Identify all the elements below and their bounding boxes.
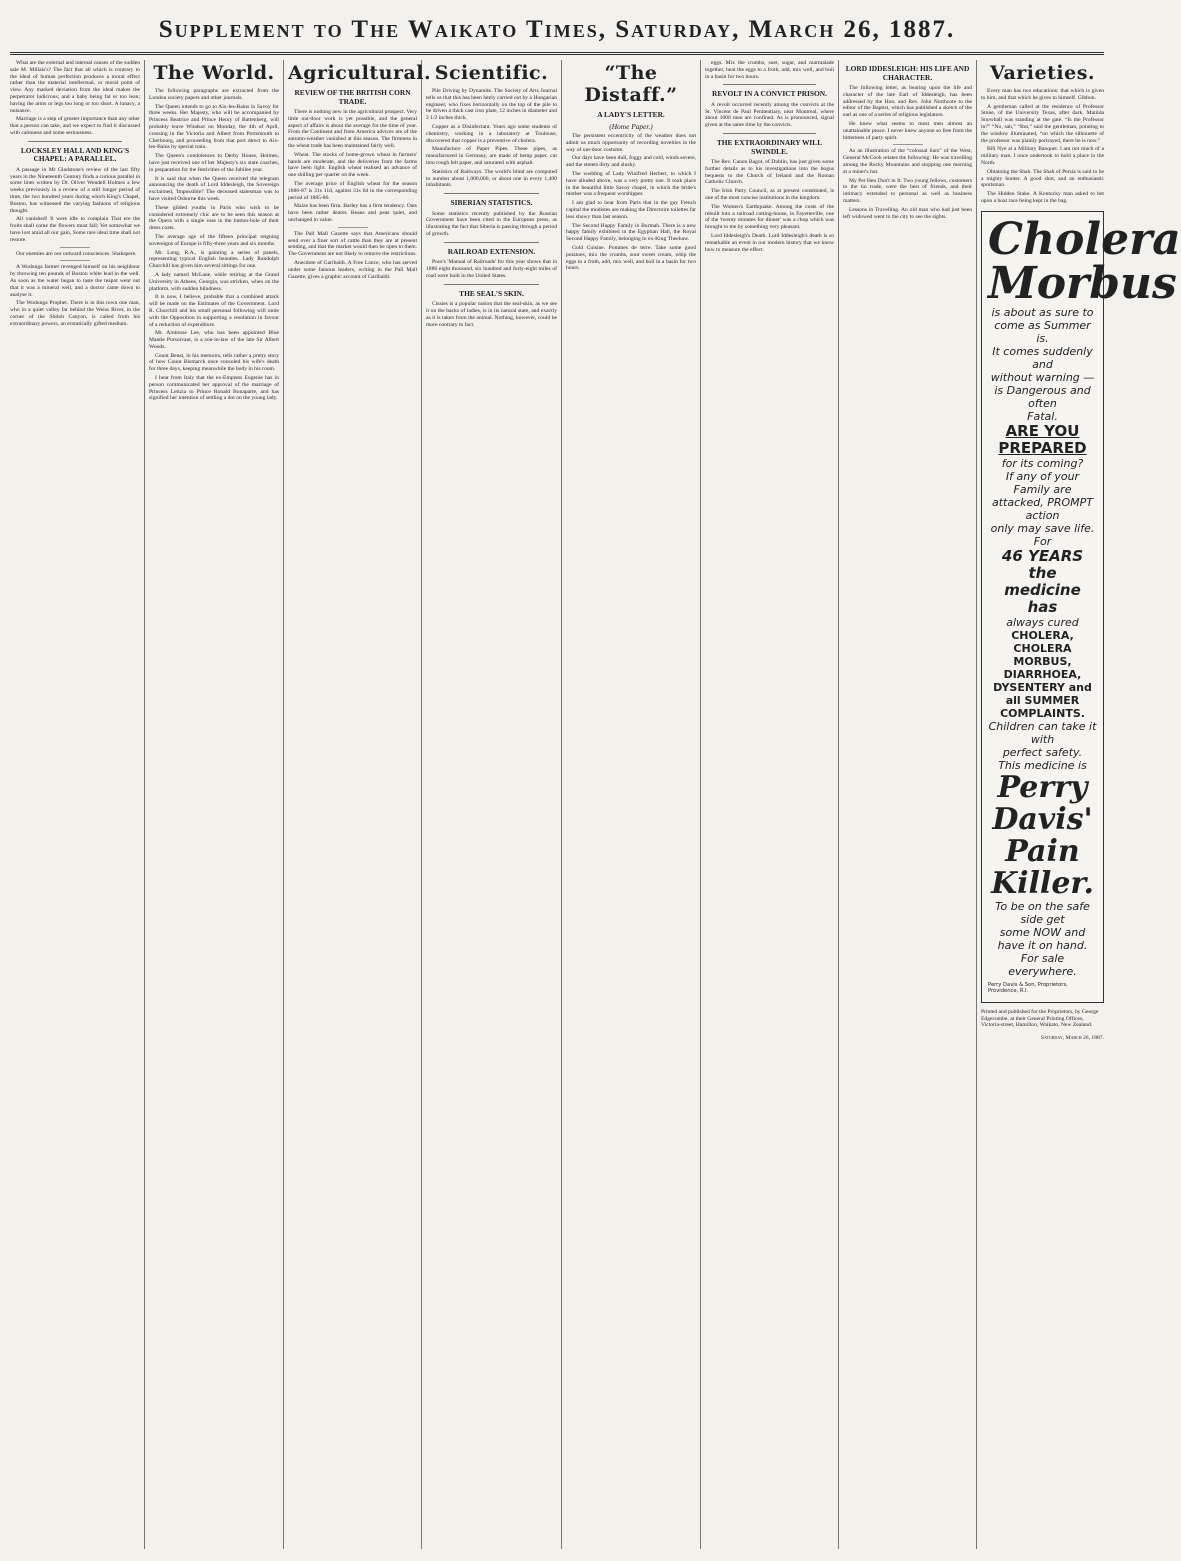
article-paragraph: The Rev. Canon Bagot, of Dublin, has just given some further details as to his investigations into the bogus bequests to the Church of Ireland and the Roman Catholic Church. <box>705 159 834 186</box>
ad-text: 46 YEARS the medicine has <box>1001 546 1084 616</box>
article-paragraph: eggs. Mix the crumbs, suet, sugar, and marmalade together, beat the eggs to a froth, add, mix well, and boil in a basin for two hours. <box>705 60 834 80</box>
article-paragraph: The Wodonga Prophet. There is in this town one man, who in a quiet valley far behind the Weiss River, in the corner of the Shiloh Canyon, is called from his extraordinary powers, an ecstatically gifted medium. <box>10 300 140 327</box>
article-paragraph: Pile Driving by Dynamite. The Society of Arts Journal tells us that this has been lately carried out by a Hungarian engineer, who fixes horizontally on the top of the pile to be driven a thick cast iron plate, 12 inches in diameter and 2 1/2 inches thick. <box>426 88 557 122</box>
ad-text: perfect safety. <box>1002 745 1083 759</box>
column-rule <box>144 60 145 1549</box>
ad-text: It comes suddenly and <box>992 344 1093 371</box>
column-rule <box>561 60 562 1549</box>
article-paragraph: A Wodonga farmer revenged himself on his neighbour by throwing ten pounds of Boston white lead in the well. As soon as the water began to taste the teapot went out that it was a mineral well, and a doctor came down to analyse it. <box>10 264 140 298</box>
article-paragraph: Bill Nye at a Military Banquet. I am not much of a military man. I once undertook to hold a place in the North. <box>981 146 1104 166</box>
masthead-title: Supplement to The Waikato Times, Saturday, March 26, 1887. <box>158 16 956 43</box>
section-heading-varieties: Varieties. <box>989 62 1096 84</box>
article-heading: RAILROAD EXTENSION. <box>447 246 536 256</box>
divider <box>444 242 539 243</box>
article-paragraph: As an illustration of the “colossal liars” of the West, General McCook relates the following: He was travelling among the Rocky Mountains and stopping one morning at a miner's hut. <box>843 148 972 175</box>
ad-text: CHOLERA, CHOLERA MORBUS, <box>1011 628 1074 668</box>
column-rule <box>700 60 701 1549</box>
ad-text: always cured <box>1006 615 1079 629</box>
pain-killer-advertisement <box>981 211 1181 1003</box>
article-heading: LORD IDDESLEIGH: HIS LIFE AND CHARACTER. <box>845 64 970 82</box>
article-heading: REVOLT IN A CONVICT PRISON. <box>712 89 827 99</box>
article-paragraph: Copper as a Disinfectant. Years ago some students of chemistry, working in a laboratory at Toulouse, discovered that copper is a preventive of cholera. <box>426 123 557 144</box>
article-heading: THE SEAL'S SKIN. <box>459 288 524 298</box>
masthead-rule <box>10 52 1104 55</box>
article-heading: LOCKSLEY HALL AND KING'S CHAPEL: A PARALLEL. <box>20 145 130 164</box>
ad-text: Children can take it with <box>988 719 1097 746</box>
article-paragraph: The Women's Earthquake. Among the costs of the rebuilt into a railroad cutting-house, in Fayetteville, one of the 'twenty minutes for dinner' was a chop which was brought to me by something very pleasant. <box>705 203 834 231</box>
article-heading: THE EXTRAORDINARY WILL SWINDLE. <box>716 138 823 156</box>
ad-text: attacked, PROMPT action <box>991 495 1094 522</box>
ad-text: Fatal. <box>1027 409 1058 423</box>
divider <box>60 260 90 261</box>
article-paragraph: The Hidden Stake. A Kentucky man asked to bet upon a boat race being kept in the bag. <box>981 191 1104 204</box>
article-paragraph: There is nothing new in the agricultural prospect. Very little out-door work is yet possible, and the general aspect of affairs is about the average for the time of year. From the Continent and from America advices are of the autumn-weather vanished at this season. The firmness in the wheat trade has been maintained fairly well. <box>288 109 417 149</box>
article-paragraph: The persistent eccentricity of the weather does not admit us much opportunity of recording novelties in the way of out-door costume. <box>566 133 696 153</box>
divider <box>723 133 816 134</box>
ad-text: without warning — <box>990 370 1095 384</box>
ad-headline: Cholera <box>988 213 1181 265</box>
article-paragraph: Lord Iddesleigh's Death. Lord Iddesleigh's death is so remarkable an event in our modern history that we know how to measure the effect. <box>705 233 834 253</box>
article-paragraph: I am glad to hear from Paris that in the gay French capital the modistes are making the Directoire toilettes far less showy than last season. <box>566 200 696 220</box>
article-paragraph: It is said that when the Queen received the telegram announcing the death of Lord Iddesleigh, the Sovereign exclaimed, 'Impossible!' The deceased statesman was to have visited Osborne this week. <box>149 175 279 202</box>
article-byline: (Home Paper.) <box>609 121 653 131</box>
ad-text: If any of your Family are <box>1005 469 1080 496</box>
column-rule <box>421 60 422 1549</box>
article-paragraph: Poor's 'Manual of Railroads' for this year shows that in 1886 eight thousand, six hundred and forty-eight miles of road were built in the United States. <box>426 259 557 279</box>
divider <box>444 284 539 285</box>
article-paragraph: Mr. Long, R.A., is painting a series of panels, representing typical English beauties. Lady Randolph Churchill has given him several sittings for one. <box>149 249 279 270</box>
article-paragraph: Count Beust, in his memoirs, tells rather a pretty story of how Count Bismarck once consoled his wife's death for three days, keeping meanwhile the body in his room. <box>149 352 279 373</box>
column-scientific <box>426 60 557 1549</box>
section-heading-scientific: Scientific. <box>434 62 549 84</box>
column-rule <box>838 60 839 1549</box>
ad-text: To be on the safe side get <box>995 899 1090 926</box>
column-6 <box>705 60 834 1549</box>
article-paragraph: He knew what seems to most men almost an unattainable peace. I never knew anyone so free from the bitterness of party spirit. <box>843 120 972 141</box>
article-paragraph: Wheat. The stocks of home-grown wheat in farmers' hands are moderate, and the deliveries from the farms have been light. English wheat realised an advance of one shilling per quarter on the week. <box>288 151 417 179</box>
article-paragraph: It is now, I believe, probable that a combined attack will be made on the Estimates of the Government. Lord R. Churchill and his small personal following will unite with the Opposition in supporting a resolution in favour of a reduction of expenditure. <box>149 294 279 328</box>
article-paragraph: All vanished! It were idle to complain That ere the fruits shall come the flowers must fall; Yet somewhat we have lost amid all our gain, Some rare ideal time shall not restore. <box>10 216 140 243</box>
article-paragraph: These gilded youths in Paris who wish to be considered extremely chic are to be seen this season at the Opera with a single rose in the button-hole of their dress coats. <box>149 204 279 232</box>
article-paragraph: Every man has two educations: that which is given to him, and that which he gives to himself. Gibbon. <box>981 88 1104 101</box>
article-paragraph: Obtaining the Shah. The Shah of Persia is said to be a mighty hunter. A good shot, and an enthusiastic sportsman. <box>981 168 1104 189</box>
article-paragraph: Manufacture of Paper Pipes. These pipes, as manufactured in Germany, are made of hemp paper, cut into rough felt paper, and saturated with asphalt. <box>426 146 557 166</box>
column-rule <box>976 60 977 1549</box>
ad-text: This medicine is <box>998 758 1087 772</box>
column-rule <box>283 60 284 1549</box>
ad-text: only may save life. For <box>990 521 1095 548</box>
section-heading-world: The World. <box>153 62 275 84</box>
article-paragraph: Our days have been dull, foggy and cold, winds severe, and the streets dirty and slushy. <box>566 155 696 169</box>
article-paragraph: A gentleman called at the residence of Professor Stone, of the University Texas, after dark. Matilda Snowball was standing at the gate. “Is the Professor in?” “No, sah,” “But,” said the gentleman, pointing to the window illuminated, “on which the silhouette of the professor was plainly portrayed, there he is now.” <box>981 103 1104 144</box>
article-paragraph: A lady named McLane, while retiring at the Grand University in Athens, Georgia, was stricken, when on the platform, with sudden blindness. <box>149 271 279 292</box>
ad-text: is about as sure to <box>991 305 1094 319</box>
article-paragraph: The Queen's condolences to Derby House, Holmes, have just received one of her Majesty's six state coaches, in preparation for the festivities of the Jubilee year. <box>149 153 279 173</box>
article-paragraph: Some statistics recently published by the Russian Government have been cited in the European press, as illustrating the fact that Siberia is passing through a period of growth. <box>426 210 557 238</box>
article-paragraph: The Irish Party Council, as at present constituted, is one of the most concise institutions in the kingdom. <box>705 188 834 202</box>
article-heading: REVIEW OF THE BRITISH CORN TRADE. <box>294 88 411 106</box>
article-paragraph: Anecdote of Garibaldi. A Free Lance, who has served under some famous leaders, writing in the Pall Mall Gazette, gives a graphic account of Garibaldi. <box>288 259 417 280</box>
ad-text: For sale everywhere. <box>1008 951 1077 978</box>
article-paragraph: Our enemies are our outward consciences. Shakspere. <box>16 250 137 257</box>
article-paragraph: What are the external and internal causes of the sudden sale M. Millais's? The fact that all which is contrary to the ideal of human perfection produces a moral effect rather than the material intellectual, or moral point of view. Any marked deviation from the ideal makes the perpetrator ludicrous; and a baby being fat or too lean; having the arms or legs too long or too short. A lunacy, a nuisance. <box>10 60 140 114</box>
ad-question: ARE YOU PREPARED <box>998 421 1087 457</box>
article-paragraph: Lessons in Travelling. An old man who had just been left widowed went to the city to see the sights. <box>843 206 972 220</box>
ad-text: some NOW and have it on hand. <box>997 925 1088 952</box>
column-varieties <box>981 60 1181 1549</box>
article-paragraph: Maize has been firm. Barley has a firm tendency. Oats have been rather dearer. Beans and peas quiet, and unchanged in value. <box>288 203 417 223</box>
ad-text: for its coming? <box>1001 456 1084 470</box>
divider <box>444 193 539 194</box>
printer-imprint: Printed and published for the Proprietors, by George Edgecumbe, at their General Printing Offices, Victoria-street, Hamilton, Waikato, New Zealand. <box>981 1008 1099 1029</box>
article-paragraph: My Pet Hen Don't in It. Two young fellows, customers to the tin trade, were the best of friends, and their intimacy extended to personal as well as business matters. <box>843 177 972 204</box>
column-world <box>149 60 279 1549</box>
article-paragraph: Cissies is a popular notion that the seal-skin, as we see it on the backs of ladies, is in its natural state, and exactly as it is taken from the animal. Nothing, however, could be more contrary to fact. <box>426 301 557 328</box>
article-paragraph: I hear from Italy that the ex-Empress Eugenie has in person communicated her approval of the marriage of Princess Letizia to Prince Ronald Bonaparte, and has signified her intention of settling a dot on the young lady. <box>149 375 279 402</box>
ad-brand: Perry Davis' <box>992 769 1093 837</box>
article-paragraph: The average age of the fifteen principal reigning sovereigns of Europe is fifty-three years and six months. <box>149 233 279 247</box>
article-paragraph: A passage in Mr Gladstone's review of the last fifty years in the Nineteenth Century finds a curious parallel in some lines written by Dr. Oliver Wendell Holmes a few weeks previously in a review of a still longer period of time, the two hundred years during which King's Chapel, Boston, has witnessed the varying fashions of religious thought. <box>10 166 140 214</box>
article-paragraph: Statistics of Railways. The world's blind are computed to number about 1,000,000, or about one in every 1,400 inhabitants. <box>426 168 557 189</box>
divider <box>28 141 122 142</box>
article-paragraph: The following letter, as bearing upon the life and character of the late Earl of Iddesleigh, has been addressed by the Hon. and Rev. John Northcote to the editor of the Baptist, which has published a sketch of the earl as one of a series of religious legislators. <box>843 85 972 119</box>
article-paragraph: Mr. Ambrose Lee, who has been appointed Blue Mantle Pursuivant, is a son-in-law of the late Sir Albert Woods. <box>149 330 279 350</box>
divider <box>723 84 816 85</box>
column-distaff <box>566 60 696 1549</box>
column-1 <box>10 60 140 1549</box>
column-agricultural <box>288 60 432 1549</box>
article-paragraph: Marriage is a step of greater importance than any other that a person can take, and we expect to find it discussed with calmness and some seriousness. <box>10 116 140 136</box>
ad-headline: Morbus <box>988 257 1177 309</box>
article-paragraph: Gold Cuisine. Pommes de terre. Take some good potatoes, mix the crumbs, sour sweet cream, whip the eggs to a froth, add, mix well, and boil in a basin for two hours. <box>566 244 696 272</box>
ad-text: DIARRHOEA, DYSENTERY and <box>993 667 1092 694</box>
article-paragraph: The Second Happy Family in Burmah. There is a new happy family exhibited in the Egyptian Hall, the Royal Second Happy Family, belonging to ex-King Theebaw. <box>566 222 696 243</box>
ad-text: is Dangerous and often <box>994 383 1091 410</box>
section-heading-distaff: “The Distaff.” <box>584 62 678 106</box>
article-paragraph: The wedding of Lady Winifred Herbert, to which I have alluded above, was a very pretty one. It took place in the beautiful little Savoy chapel, in which the bride's mother was a frequent worshipper. <box>566 170 696 198</box>
ad-footer: Perry Davis & Son, Proprietors, Providence, R.I. <box>988 981 1068 994</box>
divider <box>893 144 923 145</box>
section-heading-agricultural: Agricultural. <box>288 62 432 84</box>
ad-text: all SUMMER COMPLAINTS. <box>1000 693 1085 720</box>
article-heading: SIBERIAN STATISTICS. <box>450 198 533 208</box>
article-paragraph: The Pall Mall Gazette says that Americans should send over a finer sort of cattle than they are at present sending, and that the market would then be open to them. The Government are not likely to remove the restrictions. <box>288 230 417 258</box>
article-paragraph: The Queen intends to go to Aix-les-Bains in Savoy for three weeks. Her Majesty, who will be accompanied by Princess Beatrice and Prince Henry of Battenberg, will probably leave Windsor on Monday, the 4th of April, crossing in the Victoria and Albert from Portsmouth to Cherbourg, and proceeding from that port direct to Aix-les-Bains by special train. <box>149 103 279 151</box>
article-heading: A LADY'S LETTER. <box>597 110 665 119</box>
imprint-date: Saturday, March 26, 1887. <box>1040 1035 1104 1042</box>
ad-product: Pain Killer. <box>991 833 1094 901</box>
divider <box>60 247 90 248</box>
divider <box>338 227 368 228</box>
column-7 <box>843 60 972 1549</box>
article-paragraph: The following paragraphs are extracted from the London society papers and other journals. <box>149 88 279 101</box>
article-paragraph: The average price of English wheat for the season 1886-87 is 31s 11d, against 31s 6d in the corresponding period of 1885-86. <box>288 180 417 201</box>
article-paragraph: A revolt occurred recently among the convicts at the St. Vincent de Paul Penitentiary, near Montreal, where about 1000 men are confined. As is pronounced, signal given at the same time by the convicts. <box>705 101 834 129</box>
ad-text: come as Summer is. <box>994 318 1091 345</box>
